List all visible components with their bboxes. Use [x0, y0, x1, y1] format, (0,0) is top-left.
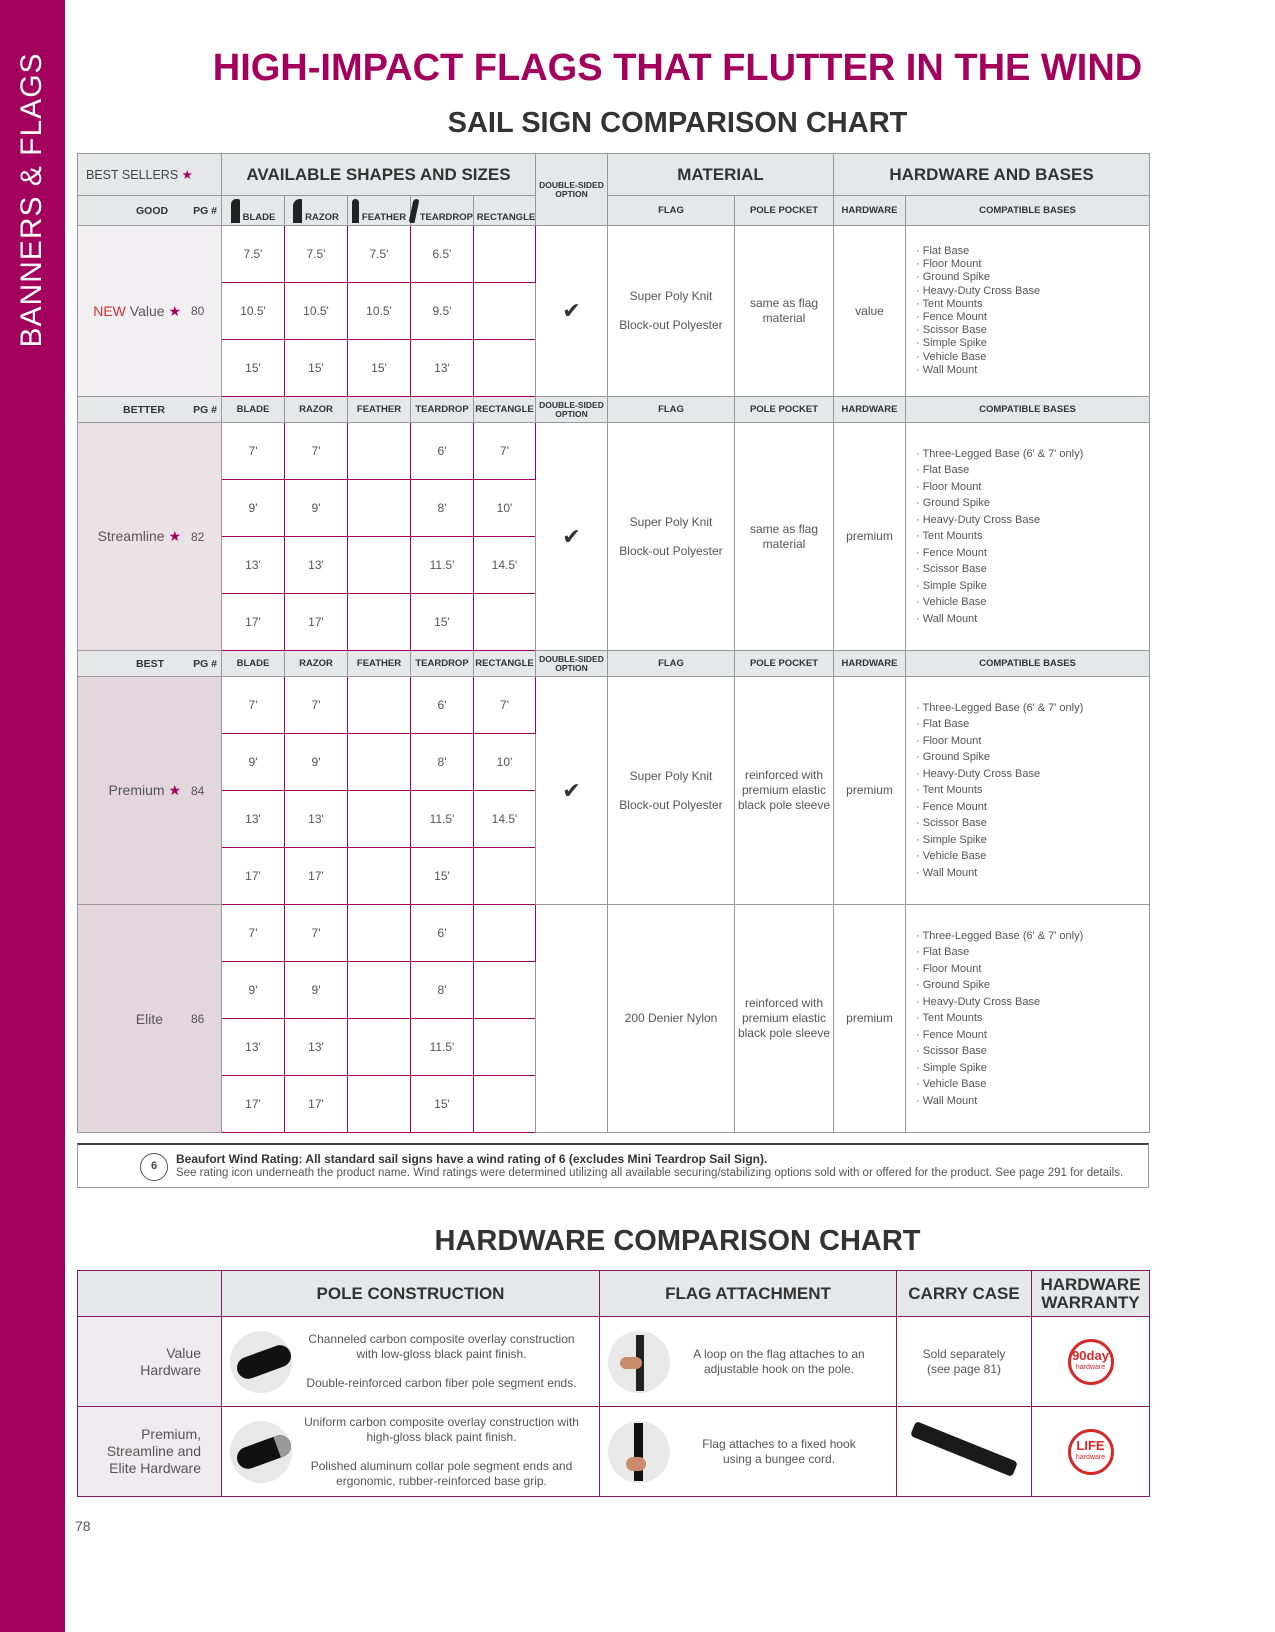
- size-cell: 8': [411, 962, 474, 1019]
- size-cell: 6': [411, 905, 474, 962]
- rectangle-header: RECTANGLE: [476, 211, 536, 223]
- hardware-type: premium: [834, 423, 906, 651]
- flag-material: Super Poly Knit: [629, 514, 713, 529]
- hardware-comparison-table: [77, 1270, 1150, 1497]
- size-cell: 11.5': [411, 537, 474, 594]
- size-cell: 15': [222, 340, 285, 397]
- size-cell: 15': [285, 340, 348, 397]
- size-cell: 17': [285, 848, 348, 905]
- pole-pocket: reinforced with premium elastic black pole sleeve: [735, 677, 834, 905]
- premium-hardware-label: Premium, Streamline and Elite Hardware: [106, 1426, 201, 1476]
- compatible-bases-header: COMPATIBLE BASES: [906, 397, 1150, 423]
- teardrop-header: TEARDROP: [411, 397, 474, 423]
- hardware-type: premium: [834, 677, 906, 905]
- size-cell: [474, 340, 536, 397]
- size-cell: [474, 1076, 536, 1133]
- size-cell: 11.5': [411, 791, 474, 848]
- size-cell: 7': [285, 905, 348, 962]
- best-sellers-label: BEST SELLERS ★: [78, 154, 222, 196]
- size-cell: 17': [222, 848, 285, 905]
- double-sided-empty: [536, 905, 608, 1133]
- size-cell: 17': [285, 594, 348, 651]
- size-cell: 15': [411, 594, 474, 651]
- bases-list: · Flat Base · Floor Mount · Ground Spike · Heavy-Duty Cross Base · Tent Mounts · Fence Mount · Scissor Base · Simple Spike · Vehicle Base · Wall Mount: [906, 226, 1150, 397]
- size-cell: 7.5': [222, 226, 285, 283]
- teardrop-shape-icon: [408, 199, 419, 223]
- size-cell: 10.5': [222, 283, 285, 340]
- sidebar: [0, 0, 65, 1632]
- size-cell: [348, 905, 411, 962]
- pole-pocket-header: POLE POCKET: [735, 651, 834, 677]
- size-cell: 11.5': [411, 1019, 474, 1076]
- size-cell: 8': [411, 480, 474, 537]
- size-cell: 10': [474, 480, 536, 537]
- size-cell: 17': [222, 1076, 285, 1133]
- good-tier-header: GOOD PG #: [136, 204, 217, 217]
- size-cell: [348, 537, 411, 594]
- check-icon: ✔: [536, 226, 608, 397]
- rectangle-header: RECTANGLE: [474, 651, 536, 677]
- hardware-header: HARDWARE: [834, 397, 906, 423]
- size-cell: 13': [222, 537, 285, 594]
- size-cell: [348, 1019, 411, 1076]
- streamline-row: [78, 423, 1150, 480]
- size-cell: 13': [285, 1019, 348, 1076]
- pole-pocket: same as flag material: [735, 423, 834, 651]
- flag-header: FLAG: [608, 196, 735, 226]
- size-cell: [348, 677, 411, 734]
- carry-case-header: CARRY CASE: [897, 1271, 1032, 1317]
- double-sided-header: DOUBLE-SIDED OPTION: [539, 653, 604, 673]
- blade-shape-icon: [231, 199, 240, 223]
- wind-rating-note: [77, 1143, 1149, 1188]
- hardware-type: premium: [834, 905, 906, 1133]
- bungee-image: [608, 1421, 670, 1483]
- value-hardware-row: [78, 1317, 1150, 1407]
- size-cell: 6.5': [411, 226, 474, 283]
- premium-hardware-row: [78, 1407, 1150, 1497]
- better-tier-header: BETTER PG #: [123, 403, 217, 416]
- material-header: MATERIAL: [608, 154, 834, 196]
- size-cell: 15': [411, 1076, 474, 1133]
- page-number: 78: [75, 1518, 91, 1534]
- warranty-badge: 90day hardware: [1068, 1339, 1114, 1385]
- pole-segment-icon: [234, 1432, 292, 1472]
- size-cell: 13': [222, 1019, 285, 1076]
- sidebar-label: BANNERS & FLAGS: [15, 52, 48, 348]
- size-cell: 9.5': [411, 283, 474, 340]
- size-cell: 7': [285, 423, 348, 480]
- pole-pocket-header: POLE POCKET: [735, 397, 834, 423]
- size-cell: 13': [222, 791, 285, 848]
- premium-row: [78, 677, 1150, 734]
- pole-pocket: same as flag material: [735, 226, 834, 397]
- size-cell: [348, 423, 411, 480]
- size-cell: [474, 283, 536, 340]
- page-title: HIGH-IMPACT FLAGS THAT FLUTTER IN THE WIND: [212, 47, 1143, 89]
- elite-product: Elite 86: [135, 1010, 205, 1027]
- rectangle-header: RECTANGLE: [474, 397, 536, 423]
- size-cell: 7': [474, 423, 536, 480]
- size-cell: 13': [411, 340, 474, 397]
- pole-description: Uniform carbon composite overlay construction with high-gloss black paint finish.: [304, 1414, 579, 1444]
- size-cell: 7': [474, 677, 536, 734]
- size-cell: 9': [285, 962, 348, 1019]
- size-cell: 14.5': [474, 791, 536, 848]
- flag-material: Block-out Polyester: [619, 543, 723, 558]
- size-cell: 10.5': [285, 283, 348, 340]
- size-cell: [474, 226, 536, 283]
- size-cell: [348, 962, 411, 1019]
- size-cell: 13': [285, 537, 348, 594]
- size-cell: 17': [222, 594, 285, 651]
- size-cell: 13': [285, 791, 348, 848]
- star-icon: ★: [168, 782, 181, 798]
- value-hardware-label: Value Hardware: [140, 1344, 201, 1378]
- hardware-header: HARDWARE: [834, 196, 906, 226]
- size-cell: 6': [411, 677, 474, 734]
- hardware-header: HARDWARE: [834, 651, 906, 677]
- size-cell: 14.5': [474, 537, 536, 594]
- pole-description: Polished aluminum collar pole segment ends and ergonomic, rubber-reinforced base grip.: [310, 1458, 573, 1488]
- flag-material: 200 Denier Nylon: [608, 905, 735, 1133]
- size-cell: 8': [411, 734, 474, 791]
- empty-corner: [78, 1271, 222, 1317]
- wind-rating-text: See rating icon underneath the product name. Wind ratings were determined utilizing all available securing/stabilizing options sold with or offered for the product. See page 291 for details.: [176, 1167, 1124, 1179]
- size-cell: [474, 848, 536, 905]
- teardrop-header: TEARDROP: [411, 651, 474, 677]
- double-sided-header: DOUBLE-SIDED OPTION: [539, 399, 604, 419]
- streamline-product: Streamline ★ 82: [97, 528, 205, 544]
- blade-header: BLADE: [222, 199, 284, 223]
- size-cell: 7': [222, 905, 285, 962]
- size-cell: 9': [222, 734, 285, 791]
- size-cell: 6': [411, 423, 474, 480]
- shapes-header: AVAILABLE SHAPES AND SIZES: [222, 154, 536, 196]
- flag-attachment-description: A loop on the flag attaches to an adjustable hook on the pole.: [693, 1346, 865, 1376]
- size-cell: 9': [222, 962, 285, 1019]
- flag-attachment-header: FLAG ATTACHMENT: [600, 1271, 897, 1317]
- size-cell: 7': [222, 677, 285, 734]
- feather-header: FEATHER: [348, 199, 410, 223]
- razor-header: RAZOR: [285, 651, 348, 677]
- size-cell: [474, 594, 536, 651]
- value-product: NEW Value ★ 80: [78, 303, 221, 320]
- carry-case-image: [910, 1421, 1018, 1477]
- size-cell: 17': [285, 1076, 348, 1133]
- size-cell: [348, 594, 411, 651]
- pole-construction-header: POLE CONSTRUCTION: [222, 1271, 600, 1317]
- blade-header: BLADE: [222, 397, 285, 423]
- flag-material: Block-out Polyester: [619, 318, 723, 332]
- pole-image: [230, 1331, 292, 1393]
- feather-shape-icon: [352, 199, 359, 223]
- compatible-bases-header: COMPATIBLE BASES: [906, 196, 1150, 226]
- size-cell: 9': [285, 734, 348, 791]
- size-cell: 7.5': [285, 226, 348, 283]
- size-cell: 9': [285, 480, 348, 537]
- size-cell: [348, 1076, 411, 1133]
- size-cell: [348, 791, 411, 848]
- flag-attachment-description: Flag attaches to a fixed hook using a bungee cord.: [702, 1436, 856, 1466]
- premium-product: Premium ★ 84: [108, 782, 205, 798]
- bases-list: · Three-Legged Base (6' & 7' only) · Flat Base · Floor Mount · Ground Spike · Heavy-Duty Cross Base · Tent Mounts · Fence Mount · Scissor Base · Simple Spike · Vehicle Base · Wall Mount: [906, 905, 1150, 1133]
- sail-sign-comparison-table: [77, 153, 1150, 1133]
- size-cell: 7': [222, 423, 285, 480]
- check-icon: ✔: [536, 677, 608, 905]
- warranty-badge: LIFE hardware: [1068, 1429, 1114, 1475]
- size-cell: [474, 905, 536, 962]
- hardware-bases-header: HARDWARE AND BASES: [834, 154, 1150, 196]
- size-cell: 15': [348, 340, 411, 397]
- hardware-type: value: [834, 226, 906, 397]
- flag-material: Super Poly Knit: [629, 768, 713, 783]
- pole-pocket: reinforced with premium elastic black pole sleeve: [735, 905, 834, 1133]
- hardware-chart-title: HARDWARE COMPARISON CHART: [434, 1225, 921, 1257]
- size-cell: 7.5': [348, 226, 411, 283]
- wind-rating-icon: 6: [140, 1153, 168, 1181]
- size-cell: 10': [474, 734, 536, 791]
- value-row: [78, 226, 1150, 283]
- value-page: 80: [191, 304, 205, 318]
- blade-header: BLADE: [222, 651, 285, 677]
- flag-material: Block-out Polyester: [619, 797, 723, 812]
- size-cell: [348, 734, 411, 791]
- feather-header: FEATHER: [348, 651, 411, 677]
- razor-header: RAZOR: [285, 397, 348, 423]
- hook-image: [608, 1331, 670, 1393]
- feather-header: FEATHER: [348, 397, 411, 423]
- size-cell: [348, 480, 411, 537]
- star-icon: ★: [168, 302, 181, 319]
- razor-header: RAZOR: [285, 199, 347, 223]
- wind-rating-title: Beaufort Wind Rating: All standard sail signs have a wind rating of 6 (excludes Mini Teardrop Sail Sign).: [176, 1152, 768, 1166]
- sail-chart-title: SAIL SIGN COMPARISON CHART: [447, 107, 908, 139]
- star-icon: ★: [168, 528, 181, 544]
- pole-image: [230, 1421, 292, 1483]
- flag-header: FLAG: [608, 397, 735, 423]
- bases-list: · Three-Legged Base (6' & 7' only) · Flat Base · Floor Mount · Ground Spike · Heavy-Duty Cross Base · Tent Mounts · Fence Mount · Scissor Base · Simple Spike · Vehicle Base · Wall Mount: [906, 677, 1150, 905]
- size-cell: [474, 1019, 536, 1076]
- size-cell: 9': [222, 480, 285, 537]
- best-tier-header: BEST PG #: [136, 657, 217, 670]
- pole-description: Channeled carbon composite overlay construction with low-gloss black paint finish.: [308, 1332, 575, 1361]
- warranty-header: HARDWARE WARRANTY: [1032, 1271, 1150, 1317]
- pole-pocket-header: POLE POCKET: [735, 196, 834, 226]
- size-cell: 15': [411, 848, 474, 905]
- size-cell: 10.5': [348, 283, 411, 340]
- star-icon: ★: [181, 168, 193, 182]
- flag-header: FLAG: [608, 651, 735, 677]
- compatible-bases-header: COMPATIBLE BASES: [906, 651, 1150, 677]
- flag-material: Super Poly Knit: [629, 289, 713, 303]
- check-icon: ✔: [536, 423, 608, 651]
- pole-segment-icon: [234, 1342, 292, 1382]
- size-cell: [348, 848, 411, 905]
- size-cell: [474, 962, 536, 1019]
- bases-list: · Three-Legged Base (6' & 7' only) · Flat Base · Floor Mount · Ground Spike · Heavy-Duty Cross Base · Tent Mounts · Fence Mount · Scissor Base · Simple Spike · Vehicle Base · Wall Mount: [906, 423, 1150, 651]
- pole-description: Double-reinforced carbon fiber pole segment ends.: [306, 1376, 577, 1390]
- size-cell: 7': [285, 677, 348, 734]
- razor-shape-icon: [293, 199, 302, 223]
- teardrop-header: TEARDROP: [411, 199, 473, 223]
- carry-case-description: Sold separately (see page 81): [897, 1317, 1032, 1407]
- elite-row: [78, 905, 1150, 962]
- double-sided-header: DOUBLE-SIDED OPTION: [539, 179, 604, 199]
